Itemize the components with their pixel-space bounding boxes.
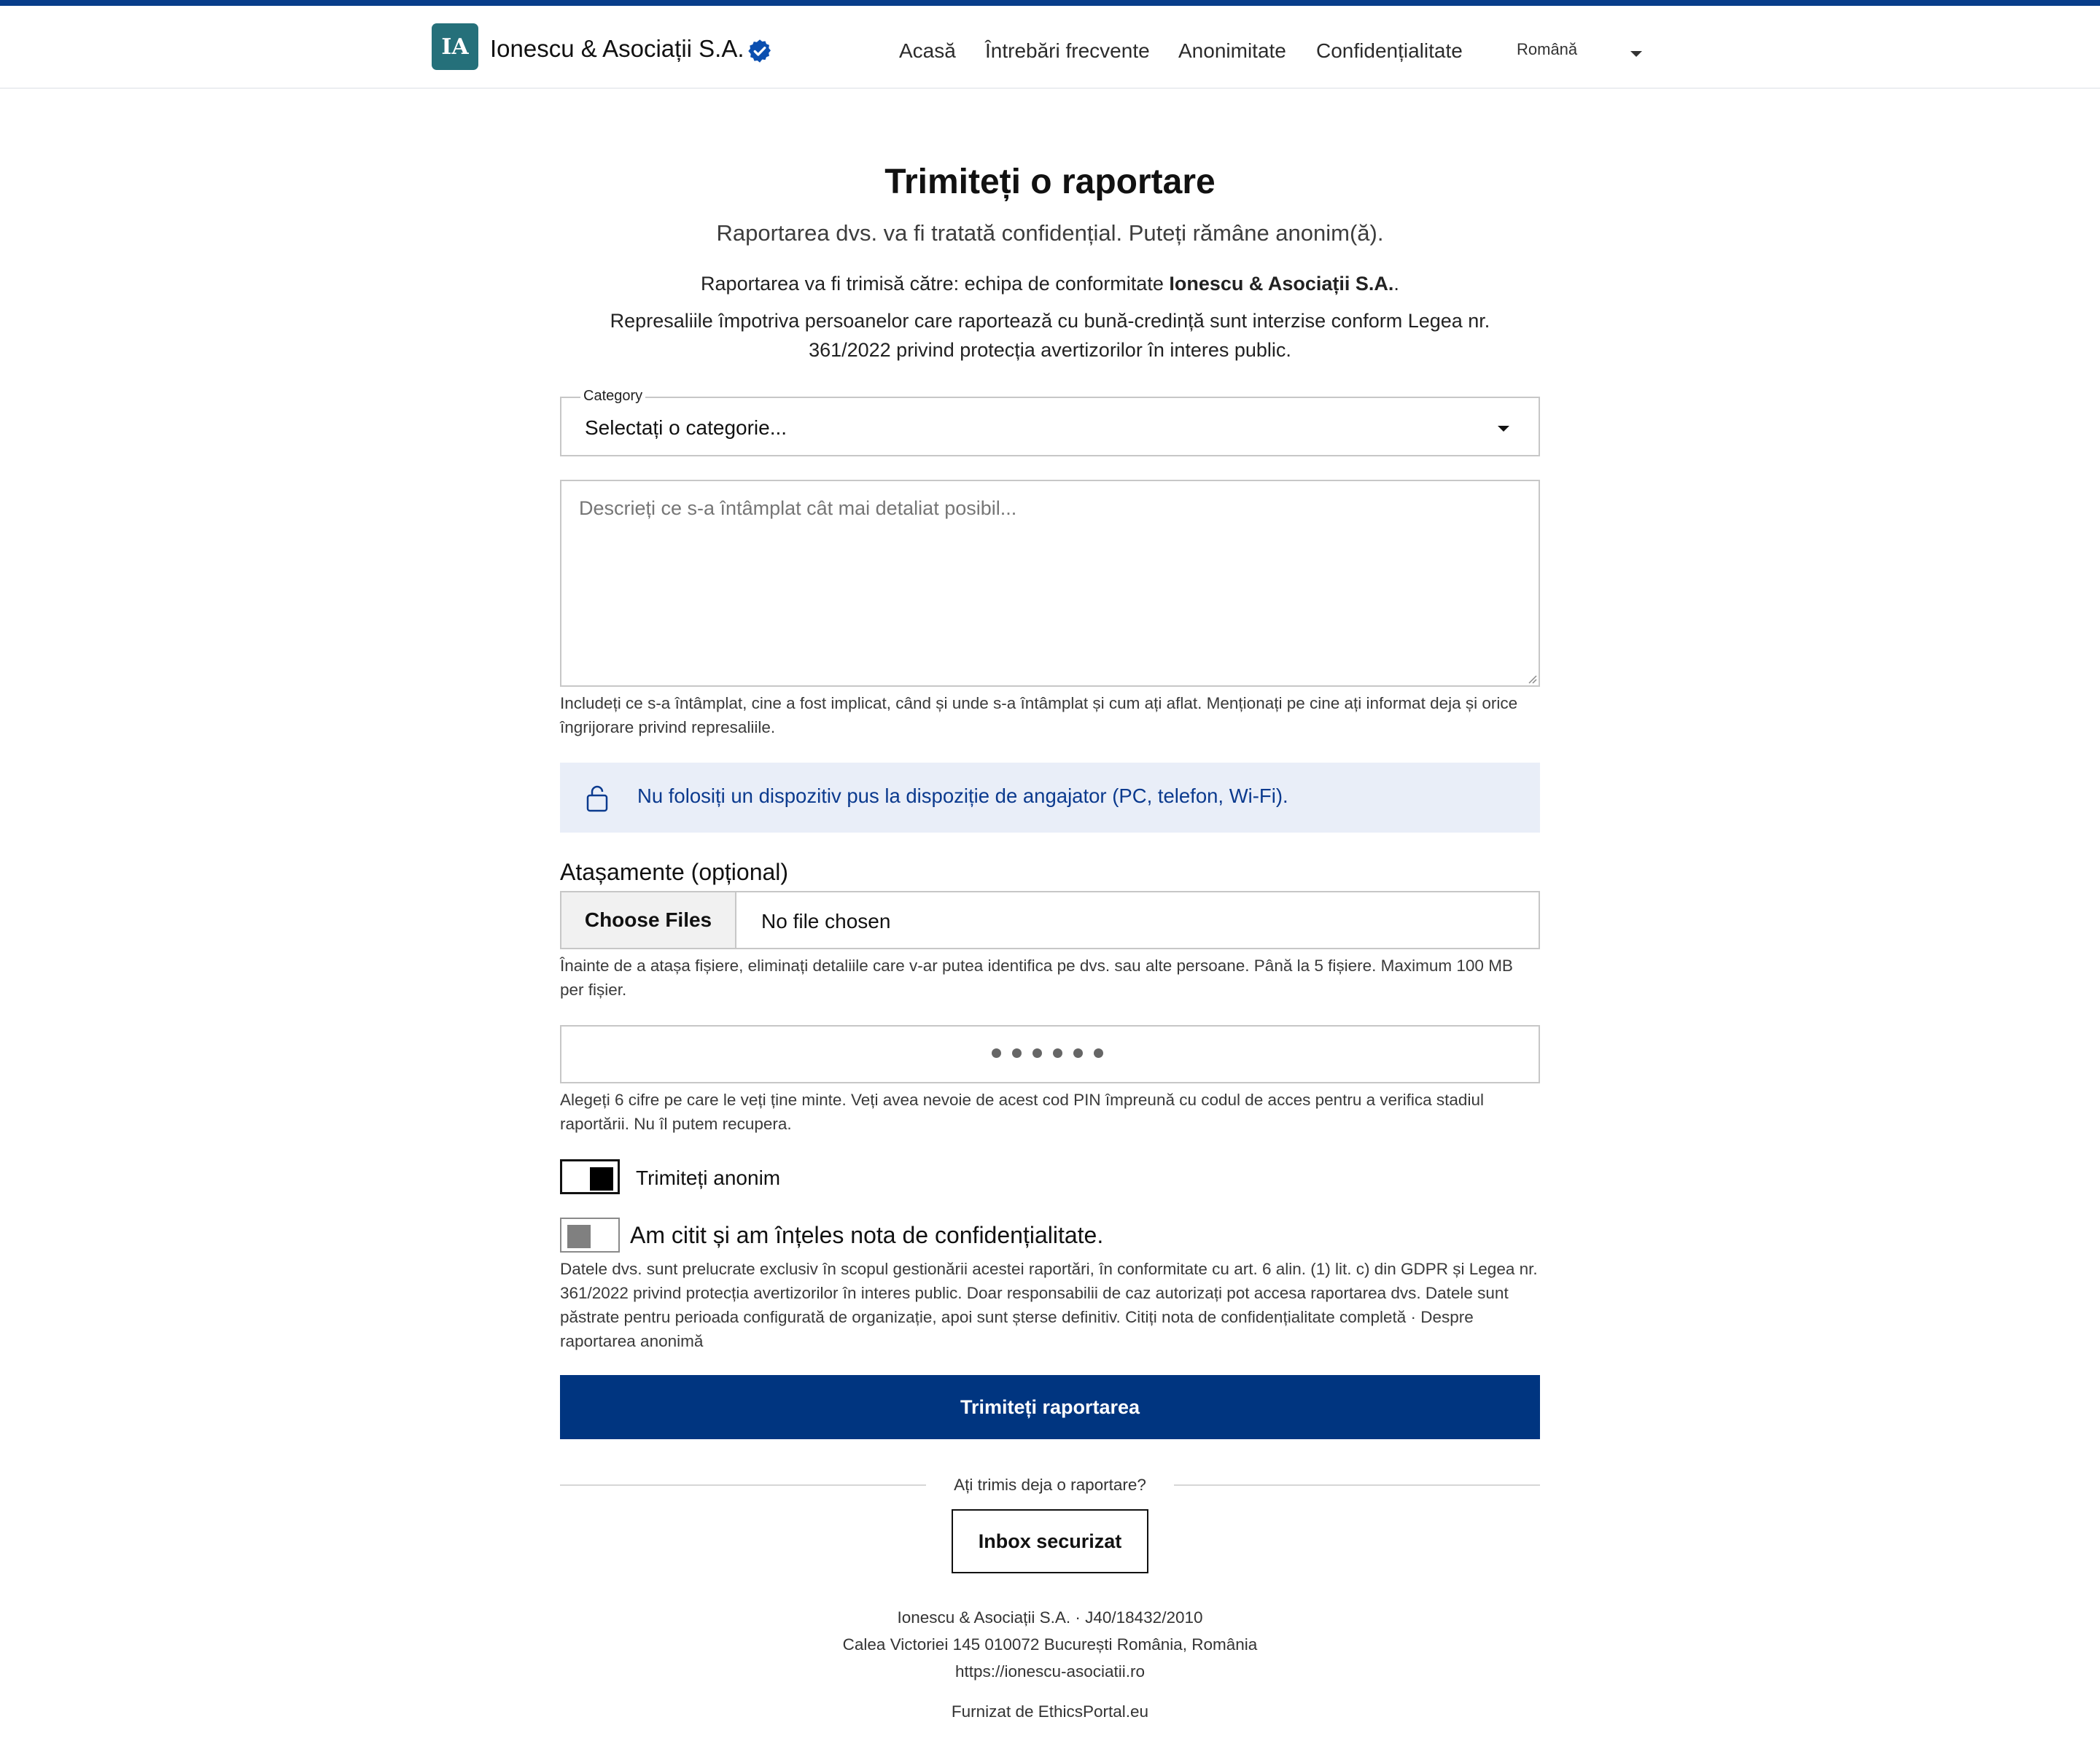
privacy-text: Datele dvs. sunt prelucrate exclusiv în scopul gestionării acestei raportări, în conformitate cu art. 6 alin. (1) lit. c) din GDPR și Legea nr. 361/2022 privind protecția avertizorilor în interes public. Doar responsabilii de caz autorizați pot accesa raportarea dvs. Datele sunt păstrate pentru perioada configurată de organizație, apoi sunt șterse definitiv. Citiți nota de confidențialitate completă · Despre raportarea anonimă [560,1260,1538,1350]
file-status: No file chosen [761,910,891,932]
description-textarea[interactable] [560,480,1540,687]
org-logo[interactable]: IA [432,23,478,70]
pin-dot [1053,1048,1062,1058]
toggle-knob [567,1225,591,1248]
footer-company: Ionescu & Asociații S.A. · J40/18432/2010 [897,1608,1203,1627]
nav-home[interactable]: Acasă [899,39,956,62]
pin-dot [1012,1048,1022,1058]
pin-help: Alegeți 6 cifre pe care le veți ține minte. Veți avea nevoie de acest cod PIN împreună cu codul de acces pentru a verifica stadiul raportării. Nu îl putem recupera. [560,1091,1484,1133]
resize-grip-icon[interactable] [1527,674,1537,684]
submit-report-button[interactable]: Trimiteți raportarea [560,1375,1540,1439]
pin-dots [992,1048,1103,1058]
attachments-help: Înainte de a atașa fișiere, eliminați detaliile care v-ar putea identifica pe dvs. sau alte persoane. Până la 5 fișiere. Maximum 100 MB per fișier. [560,957,1513,999]
recipient-org: Ionescu & Asociații S.A. [1169,273,1394,295]
footer-powered-by-link[interactable]: Furnizat de EthicsPortal.eu [951,1702,1149,1721]
choose-files-button[interactable]: Choose Files [561,892,736,948]
pin-dot [1073,1048,1083,1058]
pin-dot [992,1048,1001,1058]
anonymous-toggle-label: Trimiteți anonim [636,1167,781,1189]
recipient-notice [560,273,1540,295]
device-warning-banner [560,763,1540,833]
nav-faq[interactable]: Întrebări frecvente [985,39,1150,62]
privacy-ack-label: Am citit și am înțeles nota de confidențialitate. [630,1222,1104,1248]
page-title: Trimiteți o raportare [884,163,1216,201]
device-warning-text: Nu folosiți un dispozitiv pus la dispoziție de angajator (PC, telefon, Wi-Fi). [637,784,1288,807]
lock-icon [586,784,608,812]
top-accent-bar [0,0,2100,6]
category-select[interactable] [560,388,1540,456]
description-help: Includeți ce s-a întâmplat, cine a fost implicat, când și unde s-a întâmplat și cum ați aflat. Menționați pe cine ați informat deja și orice îngrijorare privind represaliile. [560,694,1518,736]
already-submitted-text: Ați trimis deja o raportare? [954,1476,1146,1494]
anonymous-toggle[interactable] [560,1159,620,1194]
verified-badge-icon [747,38,773,64]
site-header [0,6,2100,89]
toggle-knob [590,1167,613,1191]
org-name[interactable]: Ionescu & Asociații S.A. [490,35,744,62]
file-input[interactable] [560,891,1540,949]
secure-inbox-button[interactable]: Inbox securizat [952,1509,1148,1573]
category-selected-value[interactable]: Selectați o categorie... [585,416,788,439]
nav-privacy[interactable]: Confidențialitate [1316,39,1463,62]
nav-anonymity[interactable]: Anonimitate [1178,39,1286,62]
pin-input[interactable] [560,1025,1540,1083]
chevron-down-icon[interactable] [1630,51,1642,57]
page-subtitle: Raportarea dvs. va fi tratată confidențial. Puteți rămâne anonim(ă). [716,220,1384,246]
recipient-prefix: Raportarea va fi trimisă către: echipa de conformitate [701,273,1170,295]
recipient-suffix: . [1393,273,1399,295]
category-label: Category [580,388,645,405]
pin-dot [1032,1048,1042,1058]
caret-down-icon[interactable] [1498,426,1509,432]
privacy-ack-toggle[interactable] [560,1218,620,1253]
retaliation-notice: Represaliile împotriva persoanelor care raportează cu bună-credință sunt interzise conform Legea nr. 361/2022 privind protecția avertizorilor în interes public. [610,310,1490,361]
attachments-label: Atașamente (opțional) [560,859,789,885]
pin-dot [1094,1048,1103,1058]
footer-address: Calea Victoriei 145 010072 București România, România [842,1635,1258,1654]
language-select[interactable]: Română [1517,40,1578,58]
footer-website-link[interactable]: https://ionescu-asociatii.ro [954,1662,1146,1681]
